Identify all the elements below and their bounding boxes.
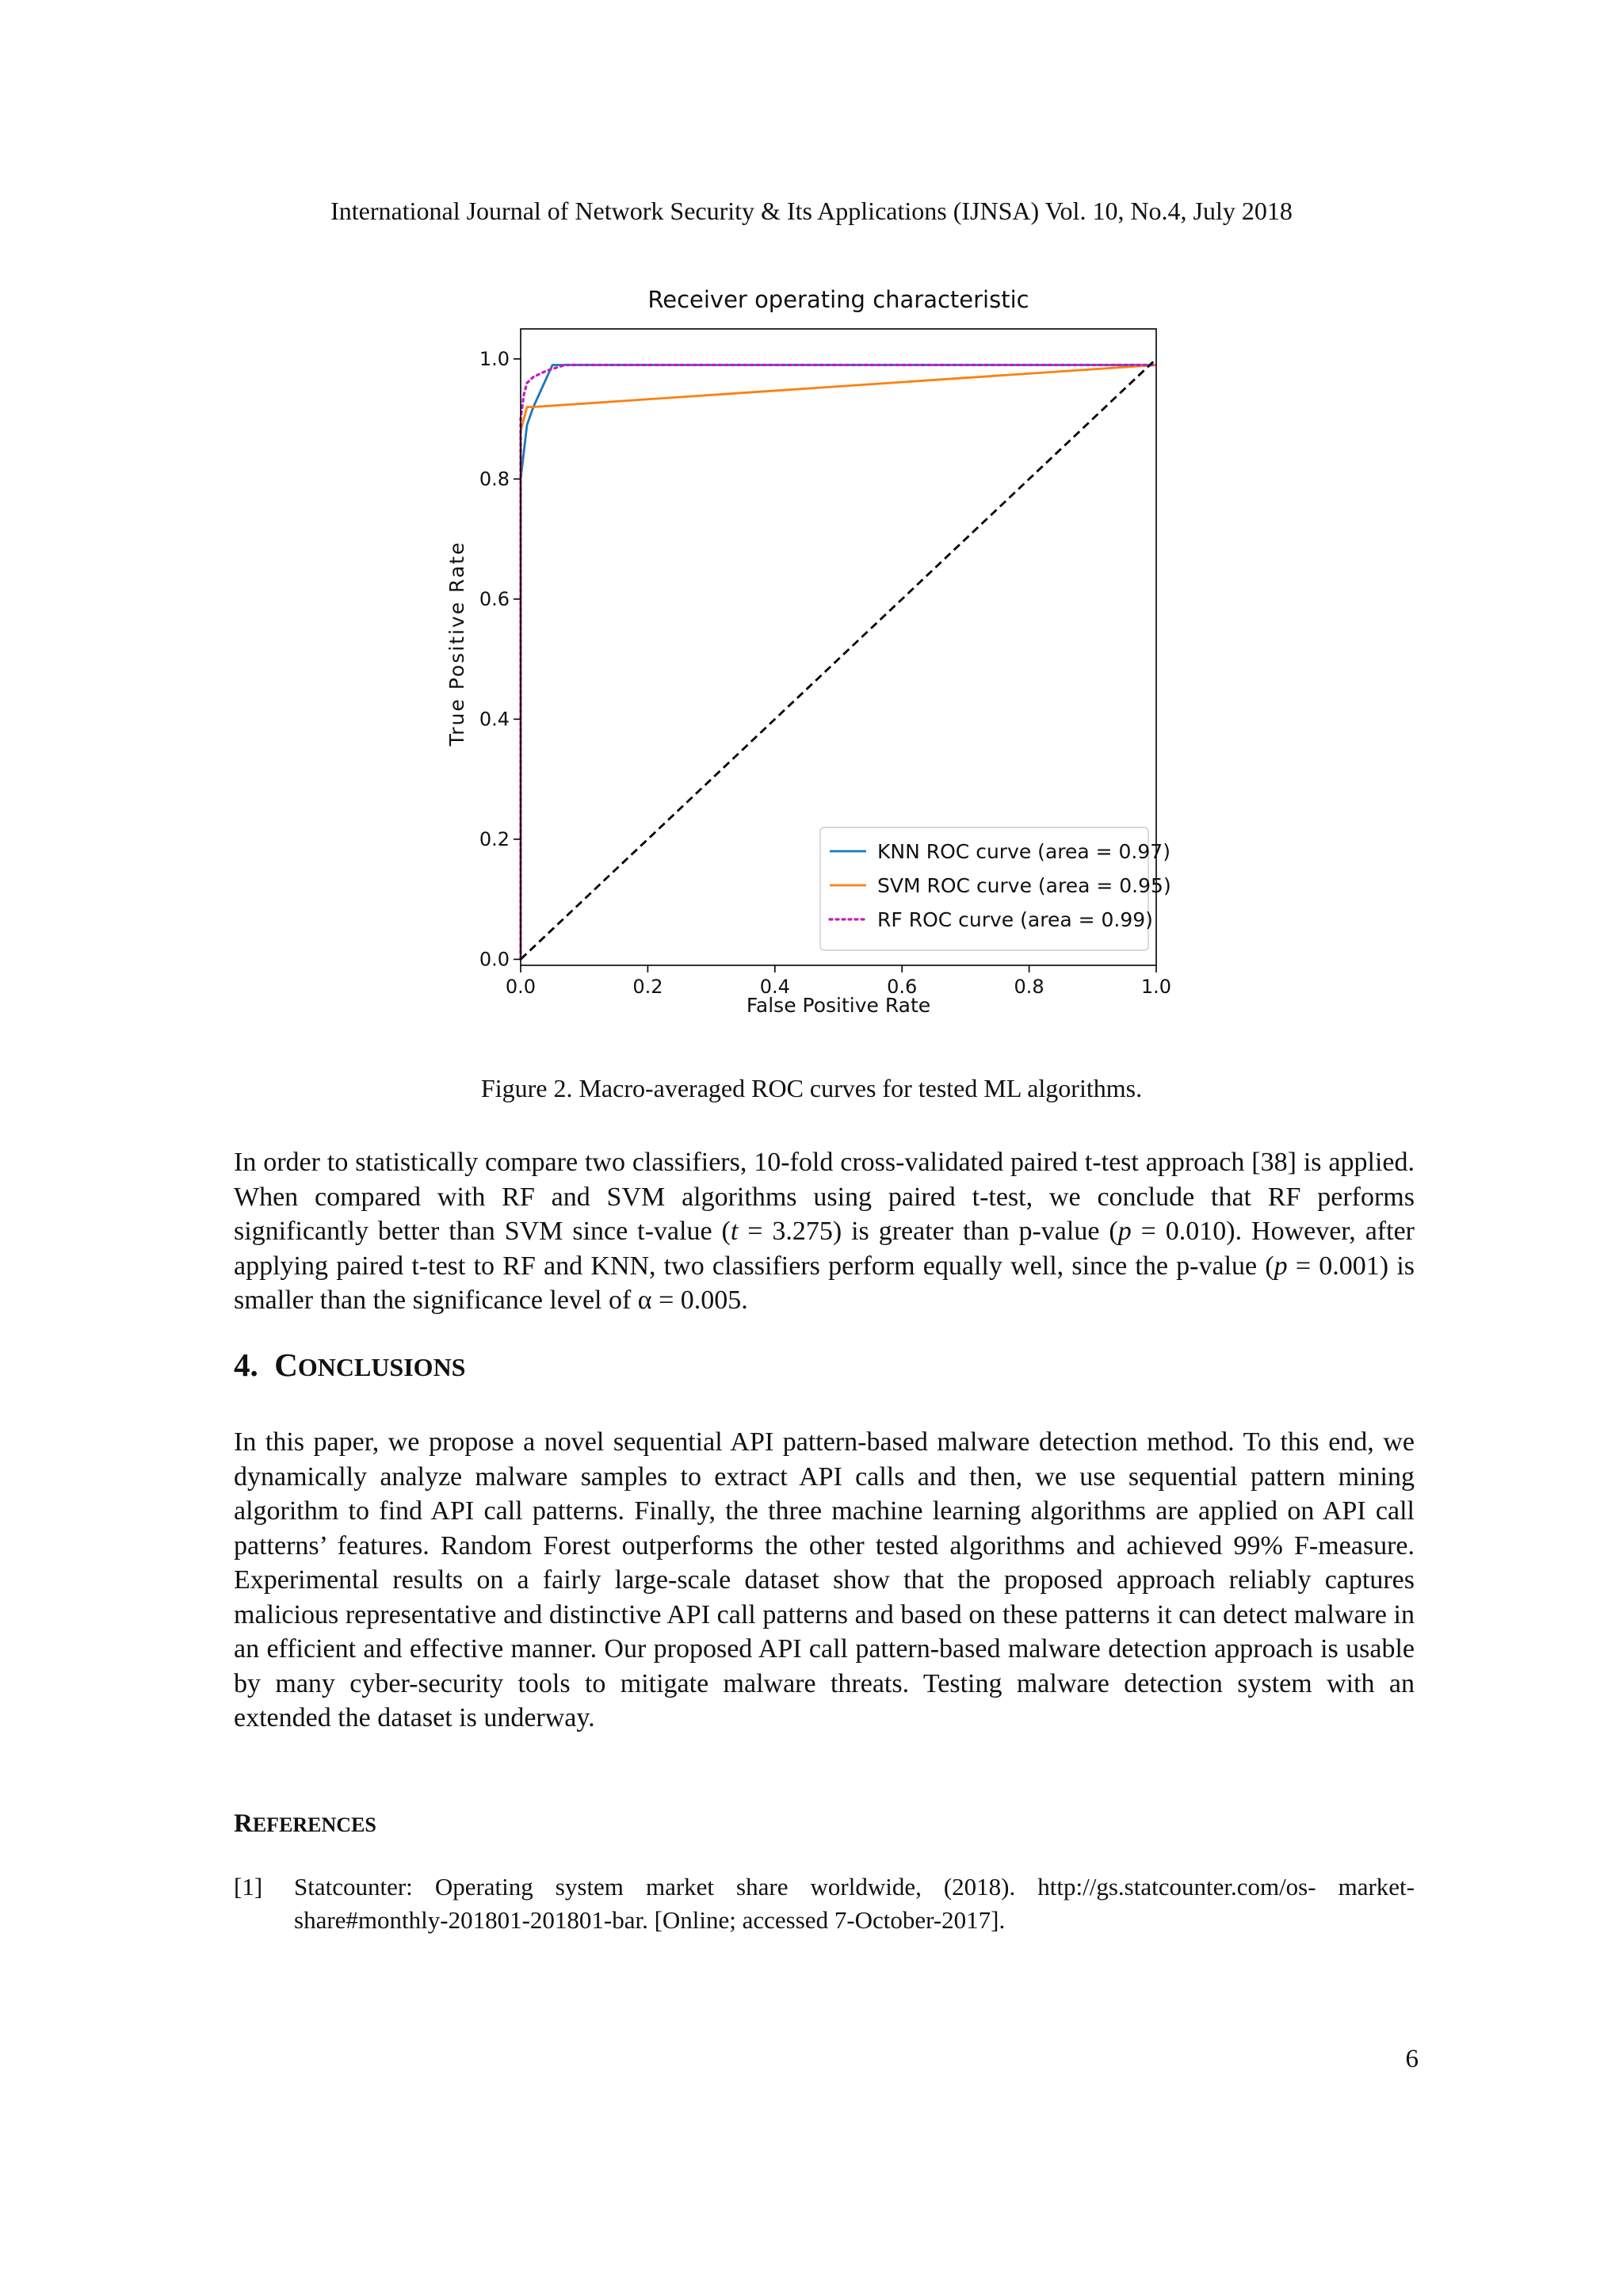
roc-chart — [428, 279, 1205, 1032]
x-tick-label: 0.8 — [1014, 976, 1044, 998]
conclusions-paragraph: In this paper, we propose a novel sequential API pattern-based malware detection method. To this end, we dynamically analyze malware samples to extract API calls and then, we use sequential pattern mining algorithm to find API call patterns. Finally, the three machine learning algorithms are applied on API call patterns’ features. Random Forest outperforms the other tested algorithms and achieved 99% F-measure. Experimental results on a fairly large-scale dataset show that the proposed approach reliably captures malicious representative and distinctive API call patterns and based on these patterns it can detect malware in an efficient and effective manner. Our proposed API call pattern-based malware detection approach is usable by many cyber-security tools to mitigate malware threats. Testing malware detection system with an extended the dataset is underway. — [234, 1427, 1415, 1733]
p-symbol: p — [1274, 1251, 1288, 1281]
results-text-4: = 0.001) is smaller than the significance level of α = 0.005. — [234, 1251, 1415, 1315]
results-text-1: In order to statistically compare two classifiers, 10-fold cross-validated paired t-test approach [38] is applied. When compared with RF and SVM algorithms using paired t-test, we conclude that RF performs significantly better than SVM since t-value ( — [234, 1148, 1415, 1246]
references-rest: EFERENCES — [252, 1813, 376, 1836]
legend-entry-label: KNN ROC curve (area = 0.97) — [877, 840, 1170, 863]
reference-text: Statcounter: Operating system market share worldwide, (2018). http://gs.statcounter.com/os- market-share#monthly-201801-201801-bar. [Online; accessed 7-October-2017]. — [294, 1873, 1415, 1934]
section-heading-conclusions — [234, 1346, 465, 1384]
y-tick-label: 0.4 — [479, 708, 510, 731]
t-symbol: t — [730, 1217, 739, 1246]
references-heading — [234, 1809, 376, 1839]
results-text-2: = 3.275) is greater than p-value ( — [738, 1217, 1118, 1246]
section-number: 4. — [234, 1347, 258, 1383]
references-initial: R — [234, 1809, 253, 1838]
page-number: 6 — [1405, 2045, 1419, 2073]
legend-entry-label: SVM ROC curve (area = 0.95) — [877, 874, 1171, 897]
results-paragraph — [234, 1145, 1415, 1318]
p-symbol: p — [1117, 1217, 1132, 1246]
x-tick-label: 0.6 — [887, 976, 918, 998]
reference-item — [234, 1870, 1415, 1937]
section-title-initial: C — [274, 1347, 298, 1383]
running-header: International Journal of Network Security & Its Applications (IJNSA) Vol. 10, No.4, July 2018 — [330, 197, 1293, 225]
chart-title: Receiver operating characteristic — [647, 286, 1029, 313]
y-tick-label: 0.2 — [479, 827, 510, 850]
y-tick-label: 0.6 — [479, 587, 510, 610]
y-tick-label: 0.0 — [479, 948, 510, 971]
x-tick-label: 0.4 — [759, 976, 790, 998]
results-text-3: = 0.010). However, after applying paired t-test to RF and KNN, two classifiers perform equally well, since the p-value ( — [234, 1217, 1415, 1281]
legend-entry-label: RF ROC curve (area = 0.99) — [877, 908, 1153, 931]
x-tick-label: 0.2 — [632, 976, 663, 998]
reference-number: [1] — [234, 1873, 263, 1901]
y-tick-label: 1.0 — [479, 347, 510, 370]
x-tick-label: 1.0 — [1140, 976, 1172, 998]
y-tick-label: 0.8 — [479, 468, 510, 491]
chart-legend — [820, 827, 1171, 950]
x-tick-label: 0.0 — [505, 976, 537, 998]
section-title-rest: ONCLUSIONS — [297, 1353, 466, 1381]
x-axis-label: False Positive Rate — [746, 994, 931, 1017]
figure-caption: Figure 2. Macro-averaged ROC curves for tested ML algorithms. — [480, 1074, 1143, 1102]
y-axis-label: True Positive Rate — [445, 541, 468, 747]
